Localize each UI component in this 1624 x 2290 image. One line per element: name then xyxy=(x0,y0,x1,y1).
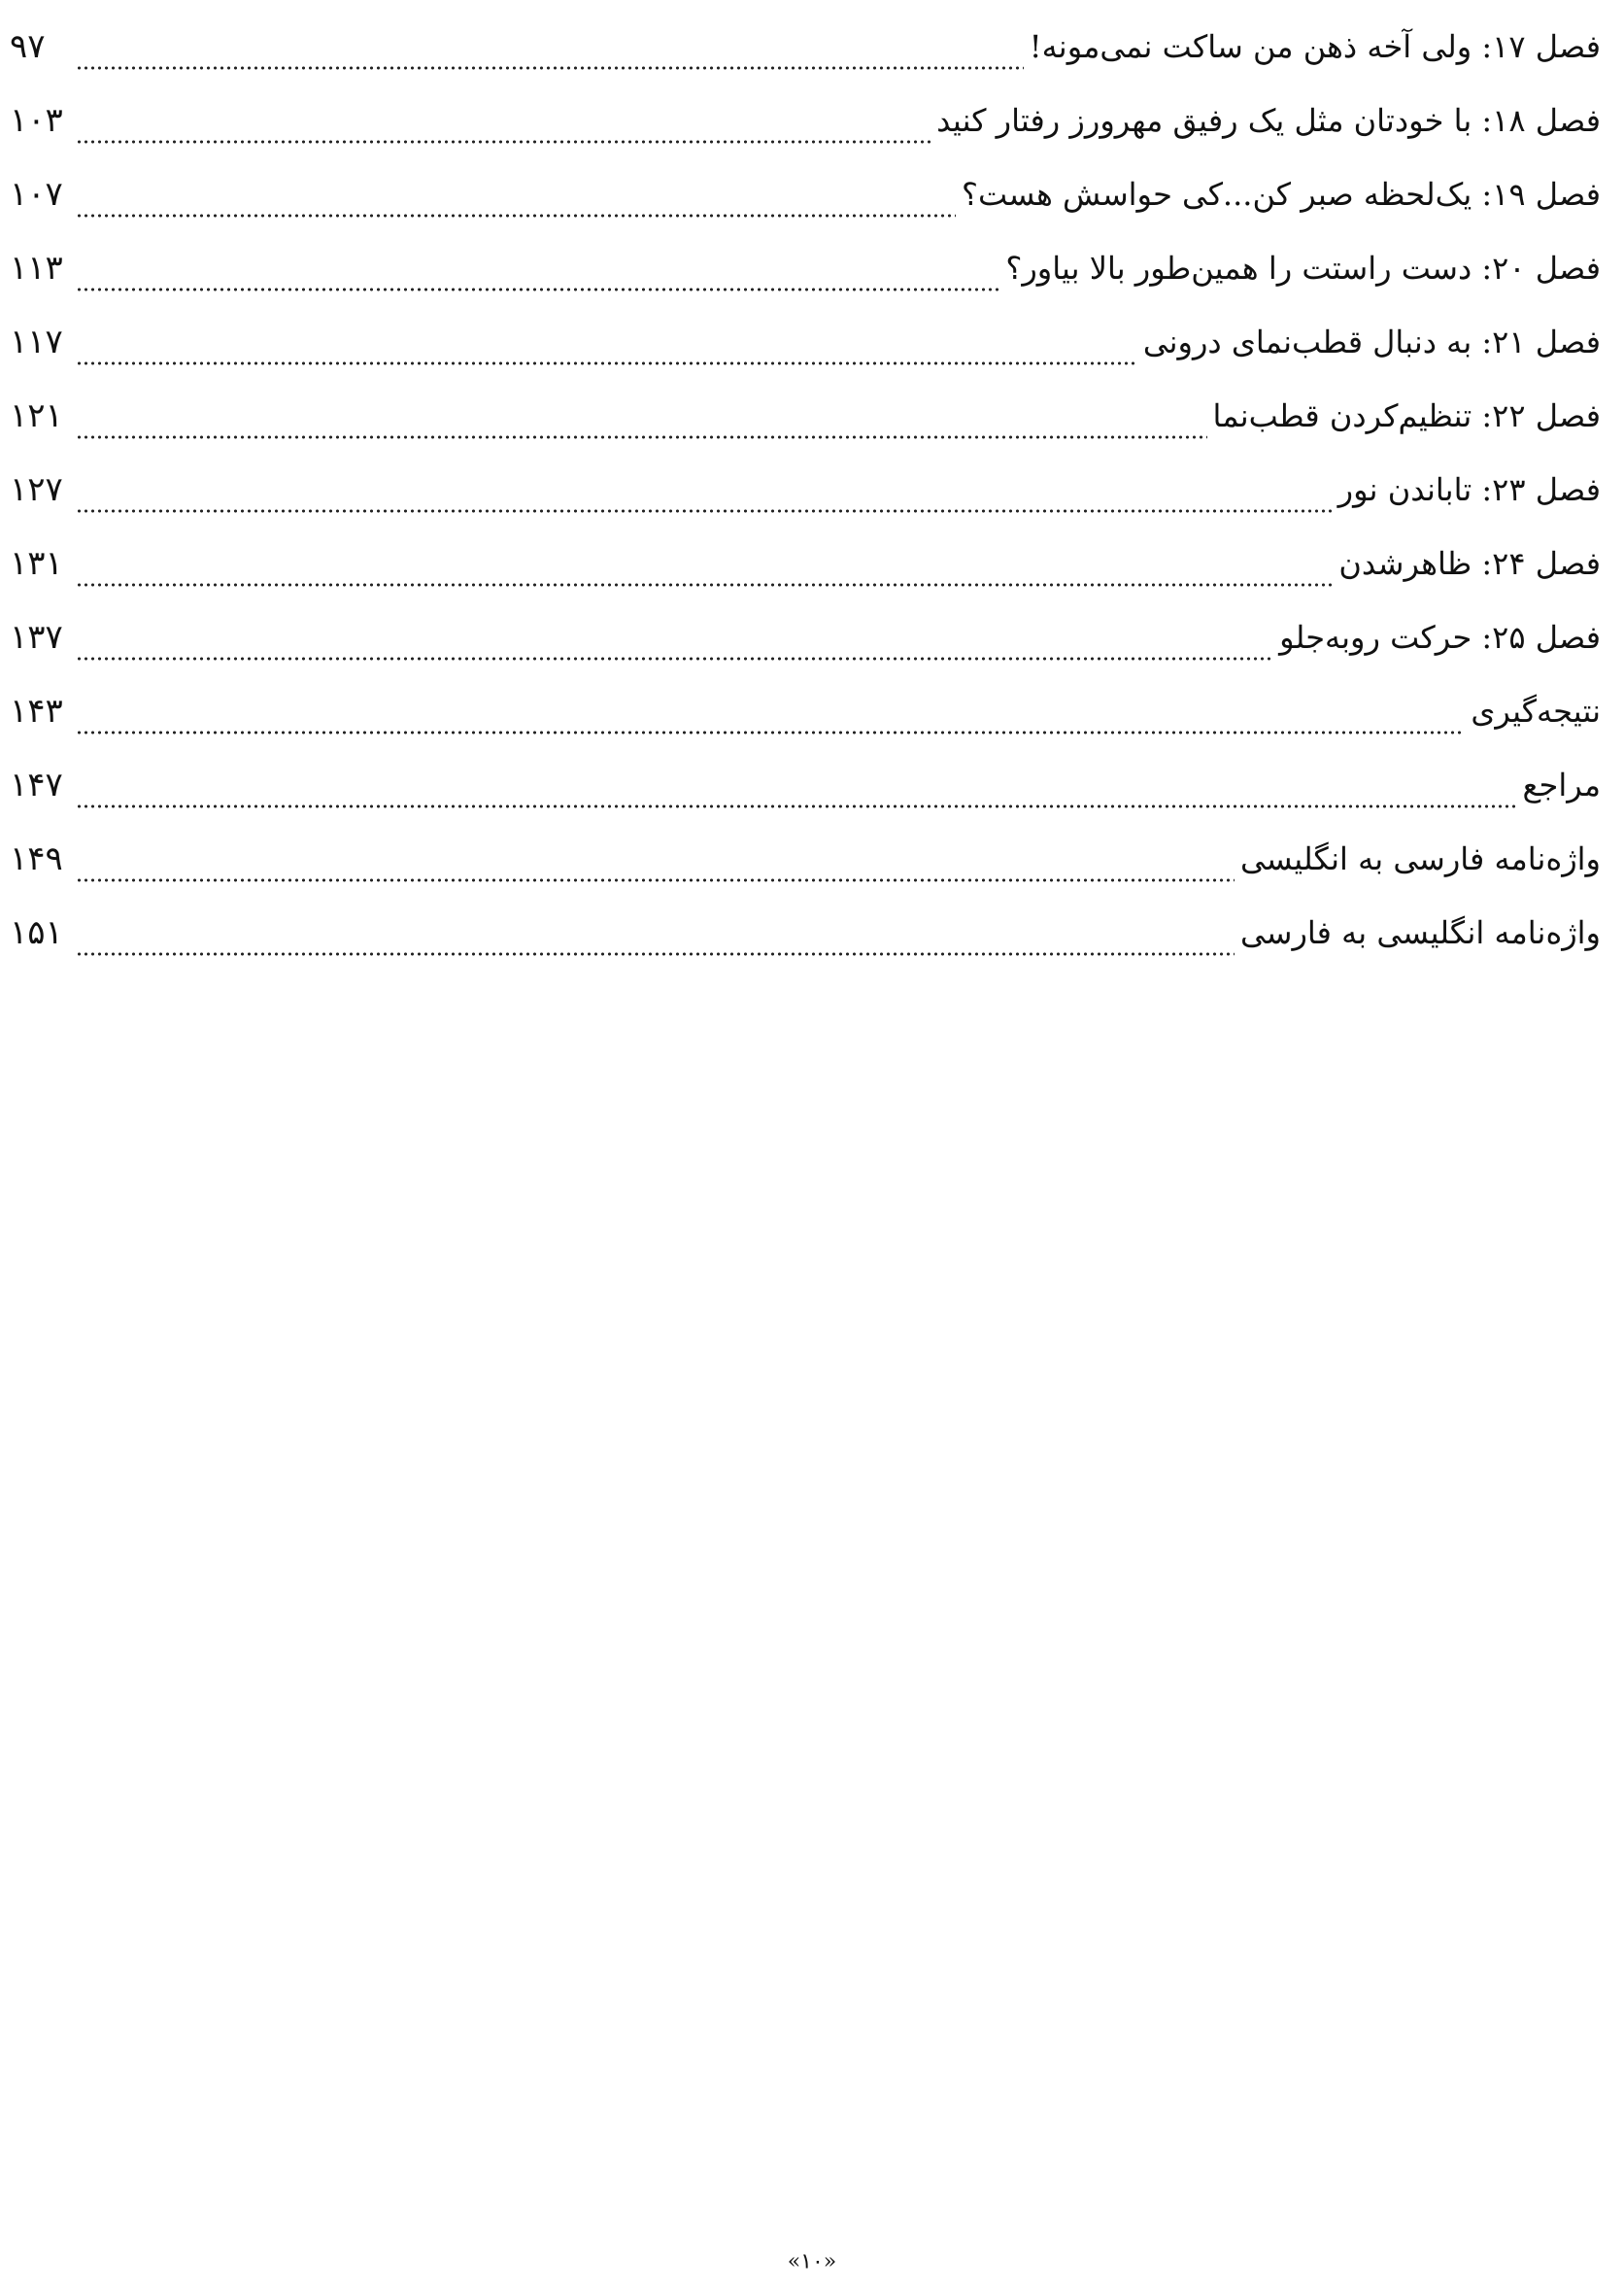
dot-leader xyxy=(76,729,1465,736)
toc-entry-page: ۱۳۷ xyxy=(10,618,63,657)
toc-entry-title: مراجع xyxy=(1522,767,1601,803)
toc-entry-page: ۱۴۳ xyxy=(10,692,63,731)
dot-leader xyxy=(76,64,1024,72)
dot-leader xyxy=(76,950,1235,958)
dot-leader xyxy=(76,138,930,146)
toc-row[interactable] xyxy=(10,89,1601,163)
toc-entry-page: ۱۲۱ xyxy=(10,396,63,435)
toc-row[interactable] xyxy=(10,902,1601,975)
toc-entry-page: ۱۲۷ xyxy=(10,470,63,509)
toc-entry-page: ۱۵۱ xyxy=(10,913,63,952)
toc-row[interactable] xyxy=(10,385,1601,459)
toc-entry-title: فصل ۲۲: تنظیم‌کردن قطب‌نما xyxy=(1212,397,1601,434)
toc-entry-page: ۱۳۱ xyxy=(10,544,63,583)
toc-row[interactable] xyxy=(10,311,1601,385)
toc-entry-page: ۱۱۷ xyxy=(10,323,63,361)
dot-leader xyxy=(76,286,999,293)
toc-entry-page: ۱۴۷ xyxy=(10,766,63,804)
toc-entry-title: فصل ۲۰: دست راستت را همین‌طور بالا بیاور؟ xyxy=(1005,250,1601,287)
toc-entry-page: ۱۰۳ xyxy=(10,101,63,140)
dot-leader xyxy=(76,581,1333,589)
dot-leader xyxy=(76,803,1517,810)
toc-entry-title: فصل ۲۳: تاباندن نور xyxy=(1337,471,1601,508)
dot-leader xyxy=(76,433,1207,441)
toc-entry-title: واژه‌نامه انگلیسی به فارسی xyxy=(1239,914,1601,951)
toc-entry-page: ۱۴۹ xyxy=(10,839,63,878)
dot-leader xyxy=(76,359,1137,367)
toc-entry-title: فصل ۱۷: ولی آخه ذهن من ساکت نمی‌مونه! xyxy=(1029,28,1601,65)
toc-entry-title: فصل ۲۱: به دنبال قطب‌نمای درونی xyxy=(1142,324,1601,360)
toc-entry-title: فصل ۱۹: یک‌لحظه صبر کن...کی حواسش هست؟ xyxy=(962,176,1601,213)
toc-row[interactable] xyxy=(10,680,1601,754)
toc-row[interactable] xyxy=(10,532,1601,606)
dot-leader xyxy=(76,876,1235,884)
dot-leader xyxy=(76,655,1273,663)
toc-entry-title: فصل ۱۸: با خودتان مثل یک رفیق مهرورز رفتار کنید xyxy=(936,102,1601,139)
toc-row[interactable] xyxy=(10,16,1601,89)
toc-entry-page: ۱۰۷ xyxy=(10,175,63,214)
toc-row[interactable] xyxy=(10,459,1601,532)
toc-entry-title: فصل ۲۵: حرکت روبه‌جلو xyxy=(1279,619,1601,656)
page-number: «۱۰» xyxy=(787,2249,837,2274)
dot-leader xyxy=(76,212,956,220)
toc-row[interactable] xyxy=(10,237,1601,311)
toc-entry-page: ۹۷ xyxy=(10,27,46,66)
toc-entry-page: ۱۱۳ xyxy=(10,249,63,288)
toc-row[interactable] xyxy=(10,828,1601,902)
toc-row[interactable] xyxy=(10,754,1601,828)
dot-leader xyxy=(76,507,1333,515)
toc-row[interactable] xyxy=(10,606,1601,680)
toc-entry-title: واژه‌نامه فارسی به انگلیسی xyxy=(1239,840,1601,877)
toc-row[interactable] xyxy=(10,163,1601,237)
toc-entry-title: نتیجه‌گیری xyxy=(1471,693,1601,730)
table-of-contents xyxy=(10,16,1601,975)
toc-entry-title: فصل ۲۴: ظاهرشدن xyxy=(1338,545,1601,582)
